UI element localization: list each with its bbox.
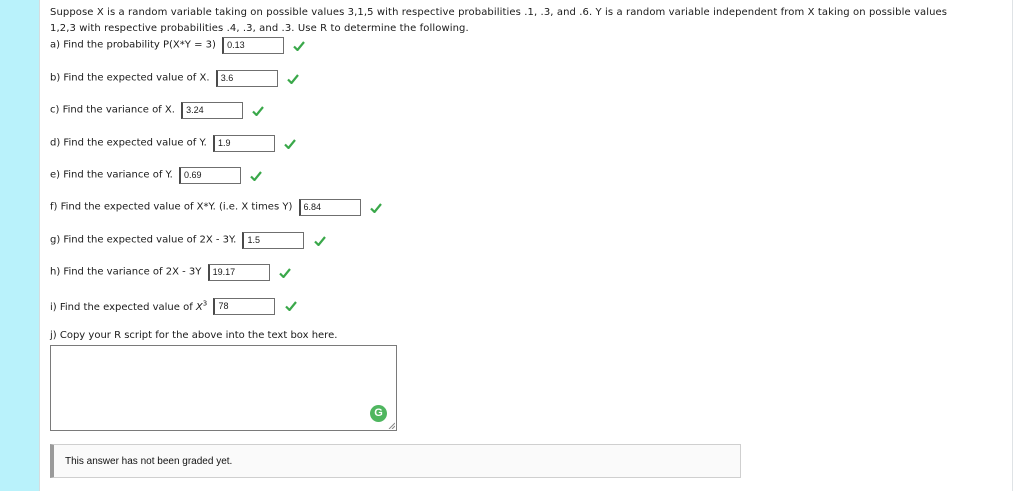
answer-f-input[interactable]: 6.84 [299,199,361,216]
question-h-label: h) Find the variance of 2X - 3Y [50,266,202,278]
check-icon [284,139,296,149]
question-i-variable: X [195,302,203,314]
question-i-label-text: i) Find the expected value of [50,302,196,314]
question-g [50,232,326,249]
check-icon [314,236,326,246]
check-icon [287,74,299,84]
check-icon [279,268,291,278]
question-b-label: b) Find the expected value of X. [50,72,210,84]
question-d-label: d) Find the expected value of Y. [50,137,207,149]
rscript-textarea[interactable] [50,345,397,431]
grading-status-text: This answer has not been graded yet. [65,456,233,467]
resize-handle-icon[interactable] [388,422,395,429]
answer-e-input[interactable]: 0.69 [179,167,241,184]
answer-c-input[interactable]: 3.24 [181,102,243,119]
grammarly-icon[interactable]: G [370,405,387,422]
problem-line-1: Suppose X is a random variable taking on possible values 3,1,5 with respective probabilities .1, .3, and .6. Y is a random variable independent from X taking on possible values [50,7,948,18]
question-i [50,297,297,315]
problem-statement [50,5,990,37]
question-a [50,37,305,54]
check-icon [250,171,262,181]
question-e [50,167,262,184]
question-e-label: e) Find the variance of Y. [50,169,173,181]
answer-b-input[interactable]: 3.6 [216,70,278,87]
check-icon [293,41,305,51]
question-i-label [50,302,207,313]
answer-h-input[interactable]: 19.17 [208,264,270,281]
question-b [50,70,299,87]
question-h [50,264,291,281]
check-icon [252,106,264,116]
answer-d-input[interactable]: 1.9 [213,135,275,152]
right-scroll-edge [1012,0,1024,491]
rscript-label: j) Copy your R script for the above into the text box here. [50,330,338,341]
answer-a-input[interactable]: 0.13 [222,37,284,54]
answer-i-input[interactable]: 78 [213,298,275,315]
question-i-exponent: 3 [202,300,208,308]
check-icon [370,203,382,213]
answer-g-input[interactable]: 1.5 [242,232,304,249]
question-a-label: a) Find the probability P(X*Y = 3) [50,39,216,51]
question-c-label: c) Find the variance of X. [50,104,175,116]
question-f [50,199,382,216]
left-margin-bar [0,0,40,491]
question-g-label: g) Find the expected value of 2X - 3Y. [50,234,237,246]
question-f-label: f) Find the expected value of X*Y. (i.e. X times Y) [50,201,293,213]
check-icon [285,301,297,311]
problem-line-2: 1,2,3 with respective probabilities .4, .3, and .3. Use R to determine the following. [50,23,469,34]
question-c [50,102,264,119]
grading-status-box [50,444,741,478]
question-d [50,135,296,152]
